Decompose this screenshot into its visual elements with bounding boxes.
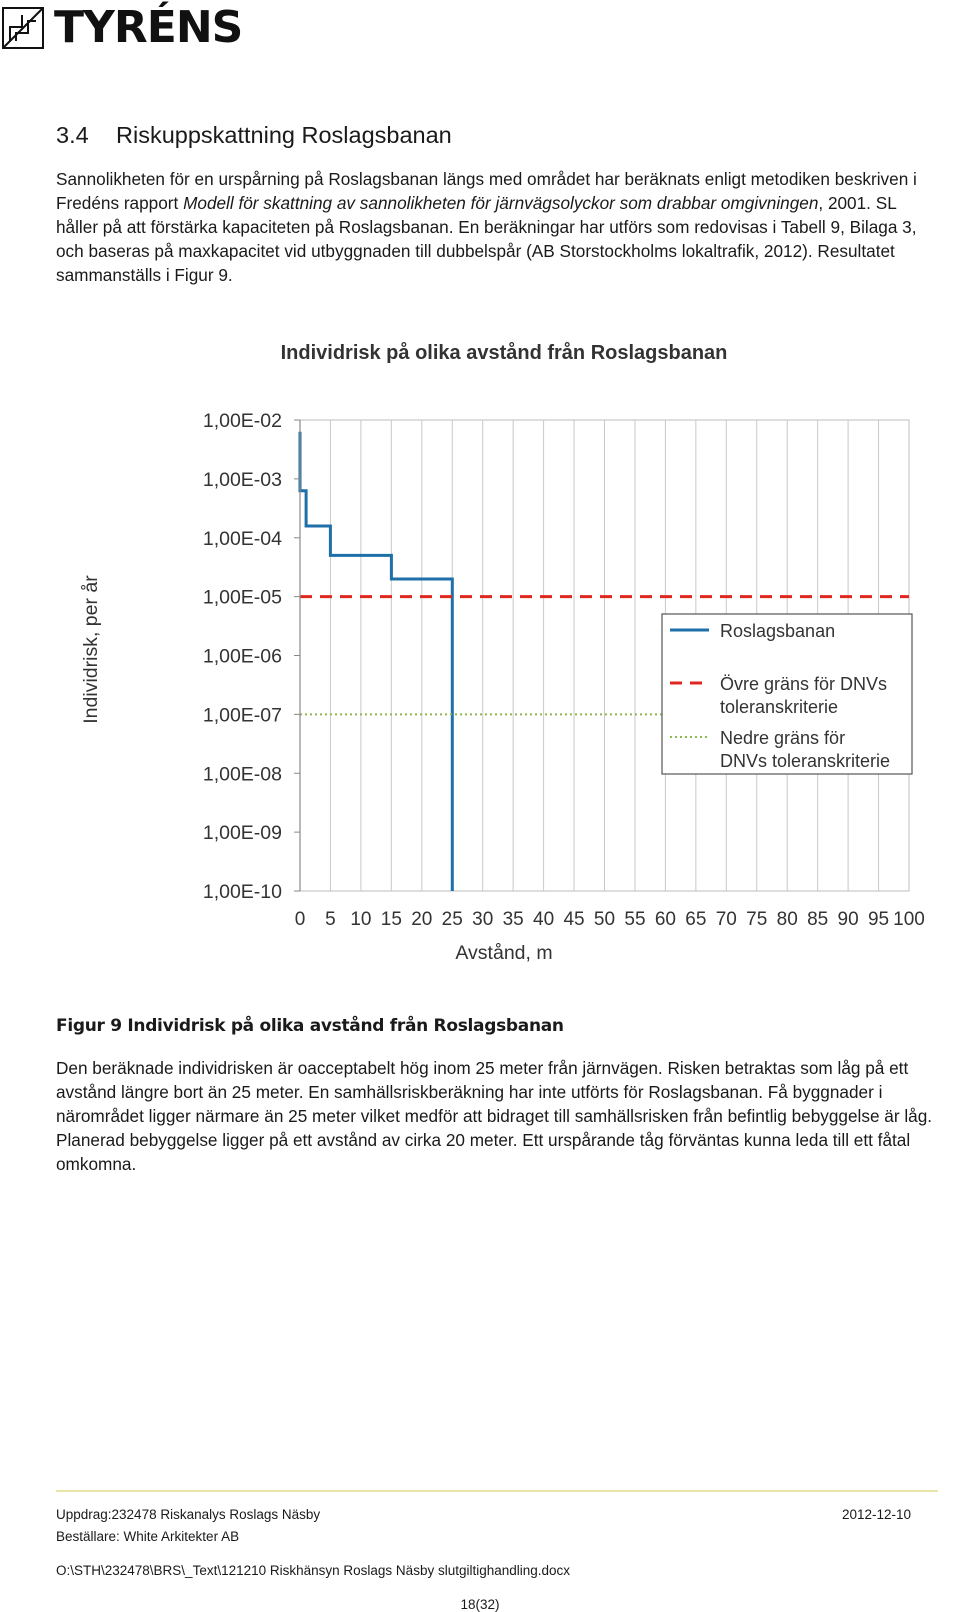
x-tick-label: 100 (893, 909, 925, 930)
page-number: 18(32) (460, 1597, 500, 1612)
section-title: Riskuppskattning Roslagsbanan (116, 122, 452, 148)
y-tick-label: 1,00E-06 (202, 645, 282, 668)
x-tick-label: 20 (411, 909, 433, 930)
x-tick-label: 45 (563, 909, 585, 930)
legend-lower-limit-label: Nedre gräns för (720, 728, 846, 748)
x-tick-label: 75 (746, 909, 768, 930)
footer-client: Beställare: White Arkitekter AB (56, 1529, 240, 1544)
report-title-italic: Modell för skattning av sannolikheten för järnvägsolyckor som drabbar omgivningen (183, 193, 819, 213)
intro-paragraph (56, 167, 936, 287)
y-tick-label: 1,00E-04 (202, 527, 282, 550)
intro-text-2: , 2001. SL håller på att förstärka kapaciteten på Roslagsbanan. En beräkningar har utförs som redovisas i Tabell 9, Bilaga 3, och baseras på maxkapacitet vid utbyggnaden till dubbelspår (AB Storstockholms lokaltrafik, 2012). Resultatet sammanställs i Figur 9. (56, 193, 917, 285)
x-tick-label: 40 (533, 909, 555, 930)
conclusion-paragraph: Den beräknade individrisken är oacceptabelt hög inom 25 meter från järnvägen. Risken betraktas som låg på ett avstånd längre bort än 25 meter. En samhällsriskberäkning har inte utförts för Roslagsbanan. Få byggnader i närområdet ligger närmare än 25 meter vilket medför att bidraget till samhällsrisken från befintlig bebyggelse är låg. Planerad bebyggelse ligger på ett avstånd av cirka 20 meter. Ett urspårande tåg förväntas kunna leda till ett fåtal omkomna. (56, 1058, 933, 1174)
x-tick-label: 55 (624, 909, 646, 930)
section-heading (56, 122, 452, 149)
x-tick-label: 80 (776, 909, 798, 930)
y-tick-label: 1,00E-10 (202, 881, 282, 903)
y-tick-label: 1,00E-08 (202, 763, 282, 786)
legend-roslagsbanan-label: Roslagsbanan (720, 621, 836, 641)
x-tick-label: 65 (685, 909, 707, 930)
y-tick-label: 1,00E-03 (202, 468, 282, 491)
risk-chart (60, 335, 940, 970)
x-tick-label: 95 (867, 909, 890, 930)
y-tick-label: 1,00E-09 (202, 822, 282, 845)
legend-upper-limit-label: toleranskriterie (720, 697, 839, 717)
footer-date: 2012-12-10 (842, 1507, 912, 1522)
x-tick-label: 90 (837, 909, 859, 930)
footer-assignment: Uppdrag:232478 Riskanalys Roslags Näsby (56, 1507, 321, 1522)
x-tick-label: 50 (593, 909, 616, 930)
y-tick-label: 1,00E-02 (202, 410, 282, 432)
company-logo (2, 4, 242, 52)
x-tick-label: 5 (325, 909, 336, 930)
y-tick-label: 1,00E-07 (202, 704, 282, 727)
y-tick-label: 1,00E-05 (202, 586, 282, 609)
chart-title: Individrisk på olika avstånd från Roslagsbanan (280, 342, 728, 364)
y-axis-title: Individrisk, per år (80, 575, 102, 724)
intro-text-1: Sannolikheten för en urspårning på Roslagsbanan längs med området har beräknats enligt metodiken beskriven i Fredéns rapport (56, 169, 917, 213)
x-tick-label: 25 (441, 909, 463, 930)
x-tick-label: 70 (715, 909, 737, 930)
x-tick-label: 35 (502, 909, 524, 930)
x-tick-label: 10 (350, 909, 372, 930)
logo-text: TYRÉNS (54, 2, 243, 53)
chart-legend (662, 614, 912, 774)
series-roslagsbanan (300, 432, 452, 891)
x-tick-label: 85 (807, 909, 829, 930)
x-tick-label: 15 (380, 909, 402, 930)
logo-mark-icon (2, 7, 44, 49)
x-tick-label: 60 (654, 909, 676, 930)
section-number: 3.4 (56, 122, 89, 148)
x-tick-label: 30 (472, 909, 494, 930)
figure-caption: Figur 9 Individrisk på olika avstånd från Roslagsbanan (56, 1016, 564, 1036)
footer-divider (56, 1490, 938, 1492)
footer-file-path: O:\STH\232478\BRS\_Text\121210 Riskhänsyn Roslags Näsby slutgiltighandling.docx (56, 1563, 571, 1578)
legend-upper-limit-label: Övre gräns för DNVs (720, 674, 888, 694)
x-axis-title: Avstånd, m (455, 942, 553, 964)
x-tick-label: 0 (294, 909, 306, 930)
legend-lower-limit-label: DNVs toleranskriterie (720, 751, 891, 771)
